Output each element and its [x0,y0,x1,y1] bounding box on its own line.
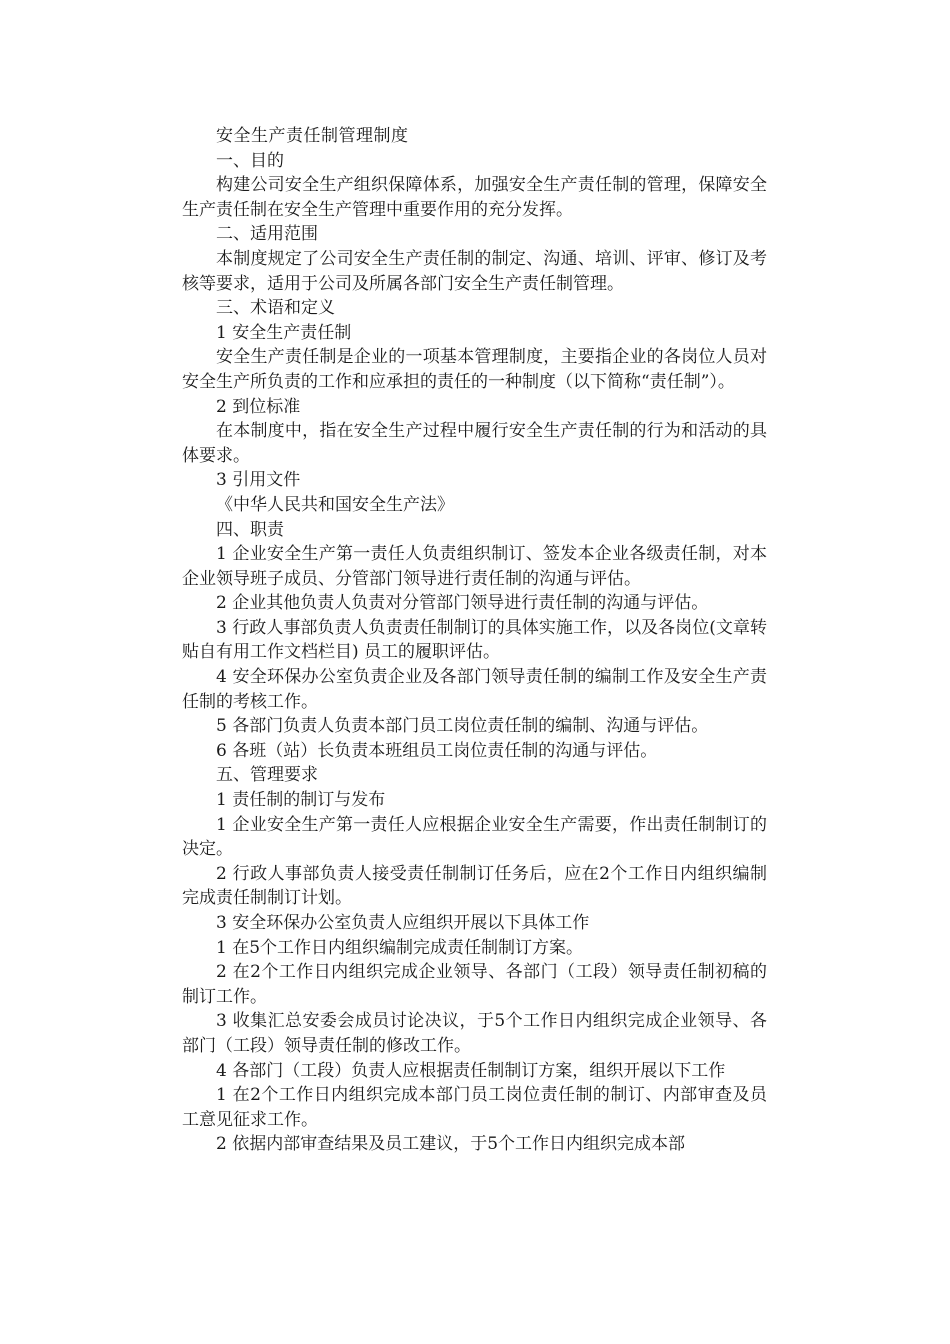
paragraph: 4 各部门（工段）负责人应根据责任制制订方案，组织开展以下工作 [216,1060,726,1081]
subheading: 1 责任制的制订与发布 [216,790,386,811]
paragraph: 5 各部门负责人负责本部门员工岗位责任制的编制、沟通与评估。 [216,716,709,737]
section-heading: 五、管理要求 [216,765,318,786]
paragraph: 3 收集汇总安委会成员讨论决议，于5个工作日内组织完成企业领导、各部门（工段）领导责任制的修改工作。 [182,1011,767,1056]
subheading: 2 到位标准 [216,396,301,417]
subheading: 1 安全生产责任制 [216,322,352,343]
paragraph: 4 安全环保办公室负责企业及各部门领导责任制的编制工作及安全生产责任制的考核工作。 [182,667,767,712]
section-heading: 四、职责 [216,519,284,540]
document-title: 安全生产责任制管理制度 [216,126,409,146]
section-heading: 一、目的 [216,150,284,171]
paragraph: 1 企业安全生产第一责任人应根据企业安全生产需要，作出责任制制订的决定。 [182,814,767,860]
section-heading: 三、术语和定义 [216,298,335,319]
paragraph: 3 安全环保办公室负责人应组织开展以下具体工作 [216,913,590,933]
paragraph: 6 各班（站）长负责本班组员工岗位责任制的沟通与评估。 [216,740,658,761]
paragraph: 安全生产责任制是企业的一项基本管理制度，主要指企业的各岗位人员对安全生产所负责的工作和应承担的责任的一种制度（以下简称“责任制”）。 [182,347,767,392]
paragraph: 3 行政人事部负责人负责责任制制订的具体实施工作，以及各岗位(文章转贴自有用工作文档栏目) 员工的履职评估。 [182,617,767,663]
paragraph: 2 行政人事部负责人接受责任制制订任务后，应在2个工作日内组织编制完成责任制制订计划。 [182,863,767,909]
paragraph: 2 依据内部审查结果及员工建议，于5个工作日内组织完成本部 [216,1134,686,1155]
paragraph: 构建公司安全生产组织保障体系，加强安全生产责任制的管理，保障安全生产责任制在安全生产管理中重要作用的充分发挥。 [182,175,767,220]
subheading: 3 引用文件 [216,470,301,491]
section-heading: 二、适用范围 [216,224,318,245]
paragraph: 在本制度中，指在安全生产过程中履行安全生产责任制的行为和活动的具体要求。 [182,421,767,466]
paragraph: 本制度规定了公司安全生产责任制的制定、沟通、培训、评审、修订及考核等要求，适用于公司及所属各部门安全生产责任制管理。 [182,248,767,294]
document-body [182,124,767,1157]
paragraph: 2 在2个工作日内组织完成企业领导、各部门（工段）领导责任制初稿的制订工作。 [182,962,767,1007]
paragraph: 1 在2个工作日内组织完成本部门员工岗位责任制的制订、内部审查及员工意见征求工作。 [182,1085,767,1130]
paragraph: 1 在5个工作日内组织编制完成责任制制订方案。 [216,937,584,958]
paragraph: 1 企业安全生产第一责任人负责组织制订、签发本企业各级责任制，对本企业领导班子成员、分管部门领导进行责任制的沟通与评估。 [182,544,767,589]
paragraph: 2 企业其他负责人负责对分管部门领导进行责任制的沟通与评估。 [216,593,709,614]
paragraph: 《中华人民共和国安全生产法》 [216,494,454,515]
